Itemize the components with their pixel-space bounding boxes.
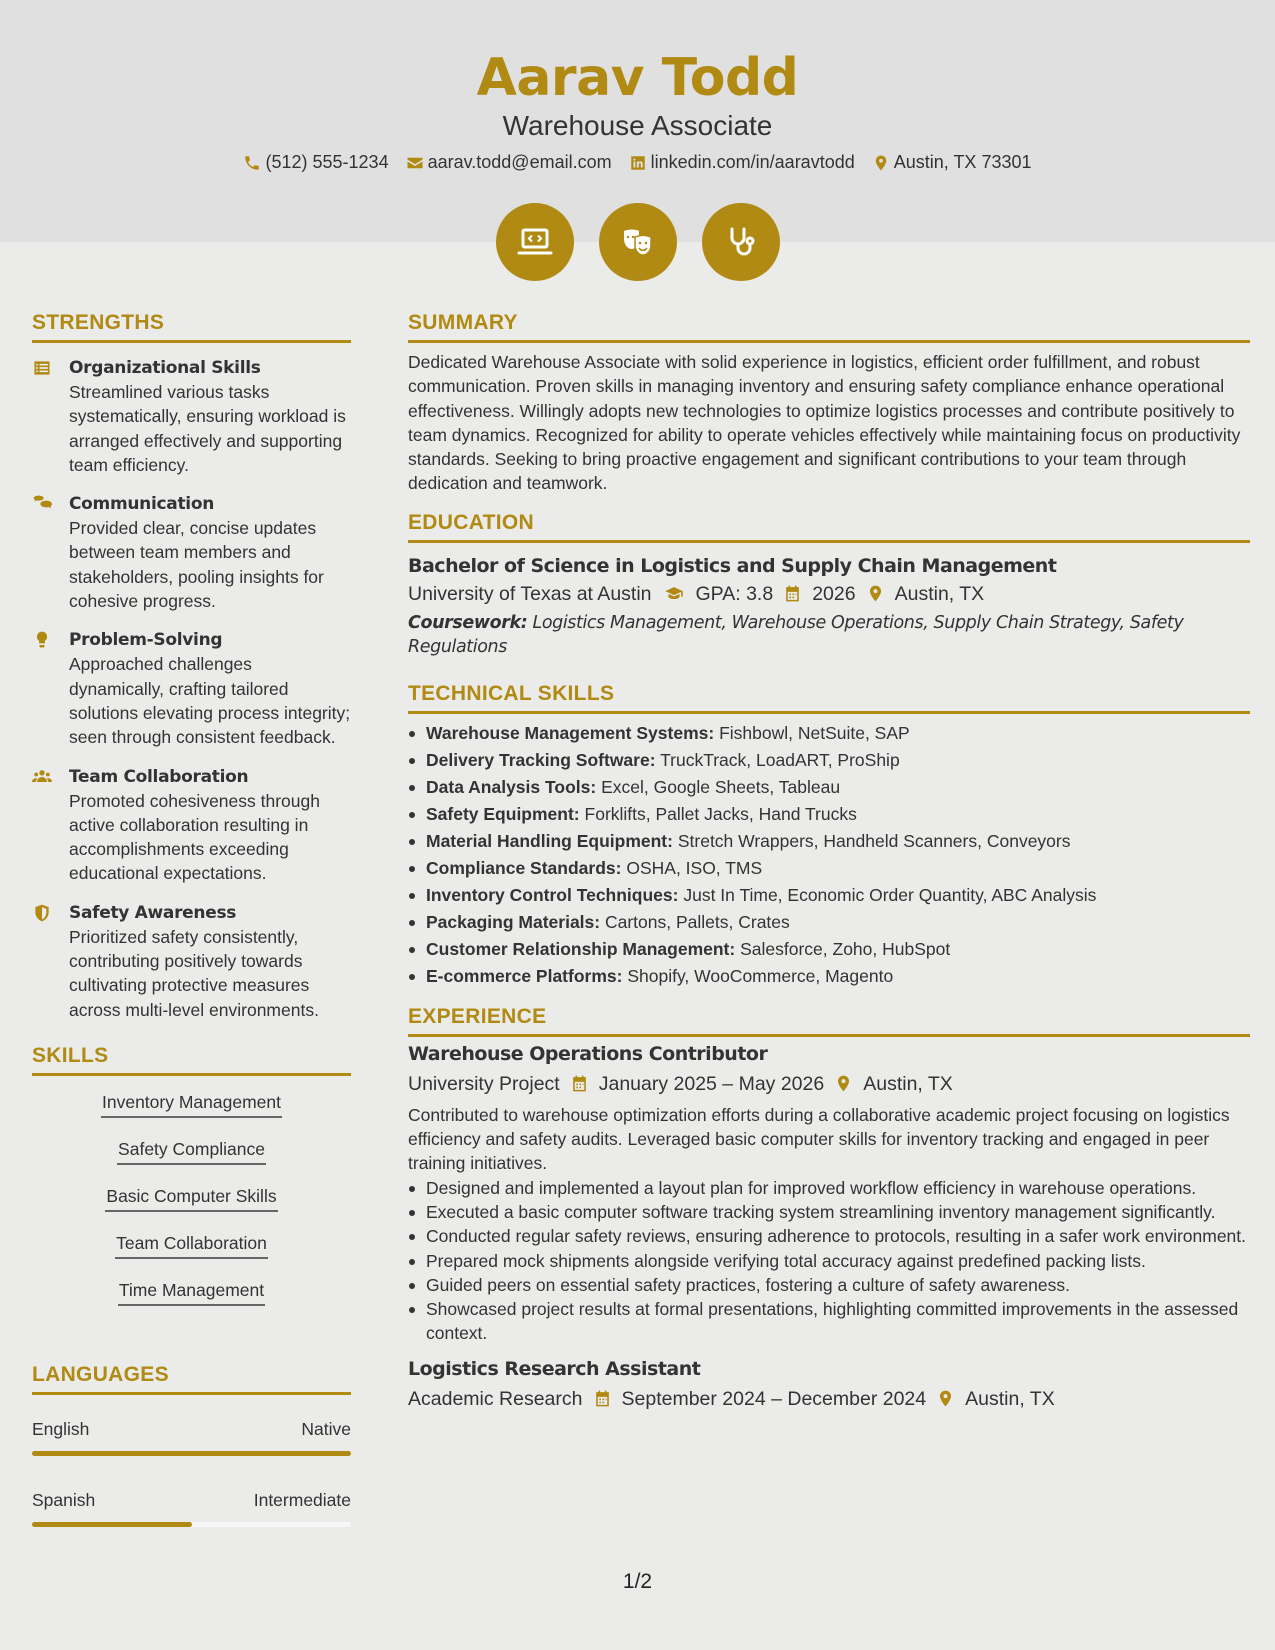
- list-item: Prepared mock shipments alongside verifying total accuracy against predefined packing lists.: [408, 1249, 1250, 1273]
- list-item: Warehouse Management Systems: Fishbowl, NetSuite, SAP: [408, 720, 1250, 747]
- strength-name: Problem-Solving: [69, 630, 223, 651]
- candidate-name: Aarav Todd: [476, 48, 799, 108]
- contact-phone[interactable]: [243, 152, 388, 173]
- strength-item: [32, 356, 351, 477]
- language-bar-fill: [32, 1522, 192, 1527]
- laptop-code-badge: [496, 203, 574, 281]
- strength-item: [32, 628, 351, 749]
- language-item: [32, 1417, 351, 1456]
- strength-desc: Approached challenges dynamically, crafting tailored solutions elevating process integrity; seen through consistent feedback.: [69, 654, 351, 748]
- language-bar: [32, 1451, 351, 1456]
- list-icon: [32, 358, 52, 378]
- strength-name: Team Collaboration: [69, 766, 249, 787]
- technical-skills-list: [408, 720, 1250, 990]
- language-bar: [32, 1522, 351, 1527]
- job-description: Contributed to warehouse optimization efforts during a collaborative academic project focusing on logistics efficiency and safety audits. Leveraged basic computer skills for inventory tracking and engaged in peer training initiatives.: [408, 1104, 1230, 1174]
- strength-item: [32, 765, 351, 886]
- list-item: Customer Relationship Management: Salesforce, Zoho, HubSpot: [408, 936, 1250, 963]
- stethoscope-badge: [702, 203, 780, 281]
- graduation-cap-icon: [662, 584, 686, 603]
- coursework: [408, 611, 1250, 659]
- list-item: Showcased project results at formal presentations, highlighting committed improvements in the assessed context.: [408, 1297, 1250, 1346]
- job-location: Austin, TX: [965, 1387, 1055, 1410]
- contact-email[interactable]: [406, 152, 612, 173]
- gpa-text: GPA: 3.8: [695, 582, 774, 605]
- job-dates: September 2024 – December 2024: [621, 1387, 927, 1410]
- strengths-heading: STRENGTHS: [32, 306, 351, 343]
- job-org: University Project: [408, 1072, 560, 1095]
- strength-item: [32, 901, 351, 1022]
- job-bullets: [408, 1176, 1250, 1346]
- job-location: Austin, TX: [863, 1072, 953, 1095]
- language-level: Intermediate: [253, 1489, 351, 1510]
- graduation-year: 2026: [812, 582, 856, 605]
- theater-masks-icon: [618, 222, 658, 262]
- users-icon: [32, 767, 52, 787]
- map-pin-icon: [936, 1389, 955, 1408]
- list-item: Guided peers on essential safety practices, fostering a culture of safety awareness.: [408, 1273, 1250, 1297]
- coursework-label: Coursework:: [408, 612, 528, 633]
- phone-icon: [243, 154, 261, 172]
- experience-heading: EXPERIENCE: [408, 1000, 1250, 1037]
- calendar-icon: [783, 584, 802, 603]
- map-pin-icon: [872, 154, 890, 172]
- language-bar-fill: [32, 1451, 351, 1456]
- education-location: Austin, TX: [894, 582, 985, 605]
- lightbulb-icon: [32, 630, 52, 650]
- location-text: Austin, TX 73301: [893, 152, 1032, 172]
- job-entry: [408, 1356, 1250, 1414]
- calendar-icon: [570, 1074, 589, 1093]
- list-item: Material Handling Equipment: Stretch Wrappers, Handheld Scanners, Conveyors: [408, 828, 1250, 855]
- coursework-list: Logistics Management, Warehouse Operations, Supply Chain Strategy, Safety Regulations: [408, 612, 1184, 657]
- skills-heading: SKILLS: [32, 1039, 351, 1076]
- strength-desc: Provided clear, concise updates between team members and stakeholders, pooling insights for cohesive progress.: [69, 518, 324, 612]
- calendar-icon: [593, 1389, 612, 1408]
- job-dates: January 2025 – May 2026: [598, 1072, 825, 1095]
- contact-linkedin[interactable]: [629, 152, 855, 173]
- right-column: [408, 306, 1250, 1414]
- list-item: Compliance Standards: OSHA, ISO, TMS: [408, 855, 1250, 882]
- job-meta: [408, 1384, 1250, 1414]
- list-item: Delivery Tracking Software: TruckTrack, LoadART, ProShip: [408, 747, 1250, 774]
- job-entry: [408, 1041, 1250, 1346]
- job-title: Logistics Research Assistant: [408, 1357, 701, 1380]
- summary-heading: SUMMARY: [408, 306, 1250, 343]
- strength-name: Communication: [69, 494, 214, 515]
- list-item: Designed and implemented a layout plan for improved workflow efficiency in warehouse operations.: [408, 1176, 1250, 1200]
- job-title: Warehouse Operations Contributor: [408, 1042, 768, 1065]
- theater-masks-badge: [599, 203, 677, 281]
- skill-tag: Basic Computer Skills: [105, 1184, 277, 1212]
- education-heading: EDUCATION: [408, 506, 1250, 543]
- contact-location: [872, 152, 1032, 173]
- skill-tag: Team Collaboration: [115, 1231, 268, 1259]
- candidate-role: Warehouse Associate: [502, 110, 773, 141]
- strength-desc: Streamlined various tasks systematically, ensuring workload is arranged effectively and supporting team efficiency.: [69, 382, 346, 475]
- summary-text: Dedicated Warehouse Associate with solid experience in logistics, efficient order fulfillment, and robust communication. Proven skills in managing inventory and ensuring safety compliance enhance operational effectiveness. Willingly adopts new technologies to optimize logistics processes and contribute positively to team dynamics. Recognized for ability to operate vehicles effectively while maintaining focus on productivity standards. Seeking to bring proactive engagement and significant contributions to your team through dedication and teamwork.: [408, 352, 1241, 494]
- linkedin-icon: [629, 154, 647, 172]
- languages-heading: LANGUAGES: [32, 1358, 351, 1395]
- page-number: 1/2: [622, 1570, 653, 1593]
- email-text: aarav.todd@email.com: [427, 152, 612, 172]
- left-column: [32, 306, 351, 1527]
- phone-text: (512) 555-1234: [265, 152, 389, 172]
- shield-icon: [32, 903, 52, 923]
- job-org: Academic Research: [408, 1387, 583, 1410]
- map-pin-icon: [834, 1074, 853, 1093]
- language-name: Spanish: [32, 1489, 96, 1510]
- list-item: Executed a basic computer software tracking system streamlining inventory management significantly.: [408, 1200, 1250, 1224]
- strength-desc: Promoted cohesiveness through active collaboration resulting in accomplishments exceeding educational expectations.: [69, 790, 320, 884]
- interest-badges: [0, 203, 1275, 281]
- list-item: E-commerce Platforms: Shopify, WooCommerce, Magento: [408, 963, 1250, 990]
- skill-tag: Inventory Management: [101, 1090, 282, 1118]
- linkedin-text: linkedin.com/in/aaravtodd: [650, 152, 855, 172]
- list-item: Inventory Control Techniques: Just In Time, Economic Order Quantity, ABC Analysis: [408, 882, 1250, 909]
- degree-title: Bachelor of Science in Logistics and Supply Chain Management: [408, 554, 1057, 577]
- list-item: Data Analysis Tools: Excel, Google Sheets, Tableau: [408, 774, 1250, 801]
- list-item: Packaging Materials: Cartons, Pallets, Crates: [408, 909, 1250, 936]
- technical-skills-heading: TECHNICAL SKILLS: [408, 677, 1250, 714]
- comments-icon: [32, 494, 52, 514]
- strength-desc: Prioritized safety consistently, contributing positively towards cultivating protective measures across multi-level environments.: [69, 926, 319, 1020]
- contact-bar: [0, 152, 1275, 173]
- strength-item: [32, 492, 351, 613]
- stethoscope-icon: [721, 222, 761, 262]
- list-item: Safety Equipment: Forklifts, Pallet Jacks, Hand Trucks: [408, 801, 1250, 828]
- skill-tag: Time Management: [118, 1278, 265, 1306]
- language-name: English: [32, 1418, 90, 1439]
- list-item: Conducted regular safety reviews, ensuring adherence to protocols, resulting in a safer work environment.: [408, 1224, 1250, 1248]
- job-meta: [408, 1069, 1250, 1099]
- education-meta: [408, 579, 1250, 609]
- language-item: [32, 1488, 351, 1527]
- skill-tag: Safety Compliance: [117, 1137, 266, 1165]
- laptop-code-icon: [515, 222, 555, 262]
- map-pin-icon: [866, 584, 885, 603]
- skills-list: [32, 1090, 351, 1325]
- envelope-icon: [406, 154, 424, 172]
- strength-name: Safety Awareness: [69, 902, 237, 923]
- strength-name: Organizational Skills: [69, 358, 261, 378]
- school-name: University of Texas at Austin: [408, 582, 652, 605]
- language-level: Native: [301, 1418, 351, 1439]
